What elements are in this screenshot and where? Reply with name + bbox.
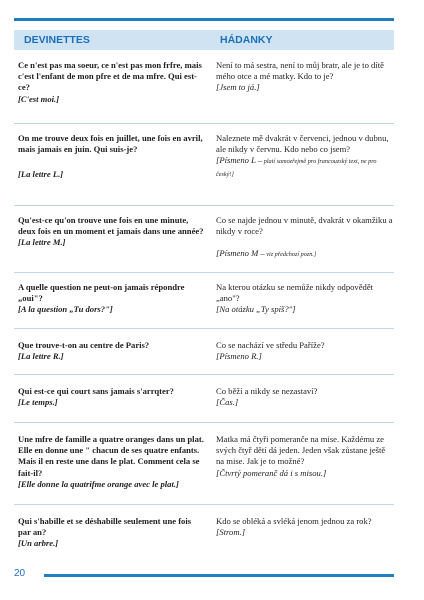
riddle-cz-question: Na kterou otázku se nemůže nikdy odpovědět „ano"? — [216, 282, 374, 304]
riddle-fr-2 — [18, 133, 204, 181]
header-hadanky: HÁDANKY — [220, 34, 273, 46]
top-rule — [14, 18, 394, 21]
riddle-cz-answer — [216, 248, 394, 260]
riddle-fr-question: On me trouve deux fois en juillet, une fois en avril, mais jamais en juin. Qui suis-je? — [18, 133, 203, 155]
riddle-fr-4 — [18, 282, 204, 316]
riddle-fr-question: Qu'est-ce qu'on trouve une fois en une minute, deux fois en un moment et jamais dans une année? — [18, 215, 204, 237]
riddle-cz-3 — [216, 215, 394, 261]
bottom-rule — [44, 574, 394, 577]
riddle-fr-answer: [A la question „Tu dors?"] — [18, 304, 113, 315]
answer-text: [Písmeno M – — [216, 248, 265, 259]
riddle-cz-answer: [Jsem to já.] — [216, 82, 260, 93]
riddle-cz-7 — [216, 434, 394, 479]
riddle-fr-question: Ce n'est pas ma soeur, ce n'est pas mon frfre, mais c'est l'enfant de mon pfre et de ma mfre. Qui est-ce? — [18, 60, 202, 93]
riddle-fr-question: A quelle question ne peut-on jamais répondre „oui"? — [18, 282, 185, 304]
row-separator — [14, 374, 394, 375]
riddle-fr-answer: [La lettre R.] — [18, 351, 64, 362]
riddle-fr-3 — [18, 215, 204, 249]
riddle-cz-answer: [Na otázku „Ty spíš?"] — [216, 304, 296, 315]
riddle-fr-answer: [C'est moi.] — [18, 93, 60, 104]
riddle-cz-answer: [Písmeno R.] — [216, 351, 262, 362]
answer-note: viz předchozí pozn.] — [264, 251, 317, 259]
riddle-cz-6 — [216, 386, 394, 408]
row-separator — [14, 328, 394, 329]
riddle-cz-question: Co se najde jednou v minutě, dvakrát v okamžiku a nikdy v roce? — [216, 215, 393, 237]
riddle-fr-7 — [18, 434, 204, 490]
riddle-cz-4 — [216, 282, 394, 316]
riddle-cz-question: Naleznete mě dvakrát v červenci, jednou v dubnu, ale nikdy v červnu. Kdo nebo co jsem? — [216, 133, 389, 155]
riddle-cz-question: Kdo se obléká a svléká jenom jednou za rok? — [216, 516, 372, 526]
riddle-fr-5 — [18, 340, 204, 362]
column-header — [14, 30, 394, 50]
answer-note: platí samozřejmě pro francouzský text, ne pro český!] — [216, 158, 377, 178]
riddle-fr-answer: [Elle donne la quatrifme orange avec le plat.] — [18, 478, 179, 489]
riddle-fr-question: Qui est-ce qui court sans jamais s'arrqter? — [18, 386, 174, 396]
riddle-cz-answer: [Čtvrtý pomeranč dá i s misou.] — [216, 467, 327, 478]
riddle-fr-1 — [18, 60, 204, 105]
riddle-fr-question: Qui s'habille et se déshabille seulement une fois par an? — [18, 516, 192, 538]
riddle-fr-question: Que trouve-t-on au centre de Paris? — [18, 340, 150, 350]
answer-text: [Písmeno L – — [216, 155, 263, 166]
riddle-cz-answer — [216, 155, 394, 179]
row-separator — [14, 205, 394, 206]
riddle-cz-answer: [Strom.] — [216, 527, 246, 538]
riddle-fr-6 — [18, 386, 204, 408]
row-separator — [14, 123, 394, 124]
riddle-fr-8 — [18, 516, 204, 550]
riddle-cz-1 — [216, 60, 394, 94]
page-number: 20 — [14, 568, 26, 579]
riddle-cz-8 — [216, 516, 394, 538]
riddle-cz-question: Není to má sestra, není to můj bratr, ale je to dítě mého otce a mé matky. Kdo to je? — [216, 60, 384, 82]
riddle-cz-question: Co běží a nikdy se nezastaví? — [216, 386, 318, 396]
row-separator — [14, 422, 394, 423]
riddle-cz-2 — [216, 133, 394, 180]
riddle-fr-answer: [Un arbre.] — [18, 538, 59, 549]
header-devinettes: DEVINETTES — [24, 34, 90, 46]
riddle-fr-answer: [La lettre M.] — [18, 237, 66, 248]
riddle-cz-question: Co se nachází ve středu Paříže? — [216, 340, 325, 350]
riddle-fr-answer: [La lettre L.] — [18, 169, 64, 180]
riddle-fr-answer: [Le temps.] — [18, 397, 58, 408]
row-separator — [14, 504, 394, 505]
riddle-cz-answer: [Čas.] — [216, 397, 239, 408]
riddle-cz-question: Matka má čtyři pomeranče na mise. Každému ze svých čtyř dětí dá jeden. Jeden však zůstane ještě na mise. Jak je to možné? — [216, 434, 386, 467]
riddle-fr-question: Une mfre de famille a quatre oranges dans un plat. Elle en donne une " chacun de ses quatre enfants. Mais il en reste une dans le plat. Comment cela se fait-il? — [18, 434, 204, 478]
riddle-cz-5 — [216, 340, 394, 362]
row-separator — [14, 272, 394, 273]
